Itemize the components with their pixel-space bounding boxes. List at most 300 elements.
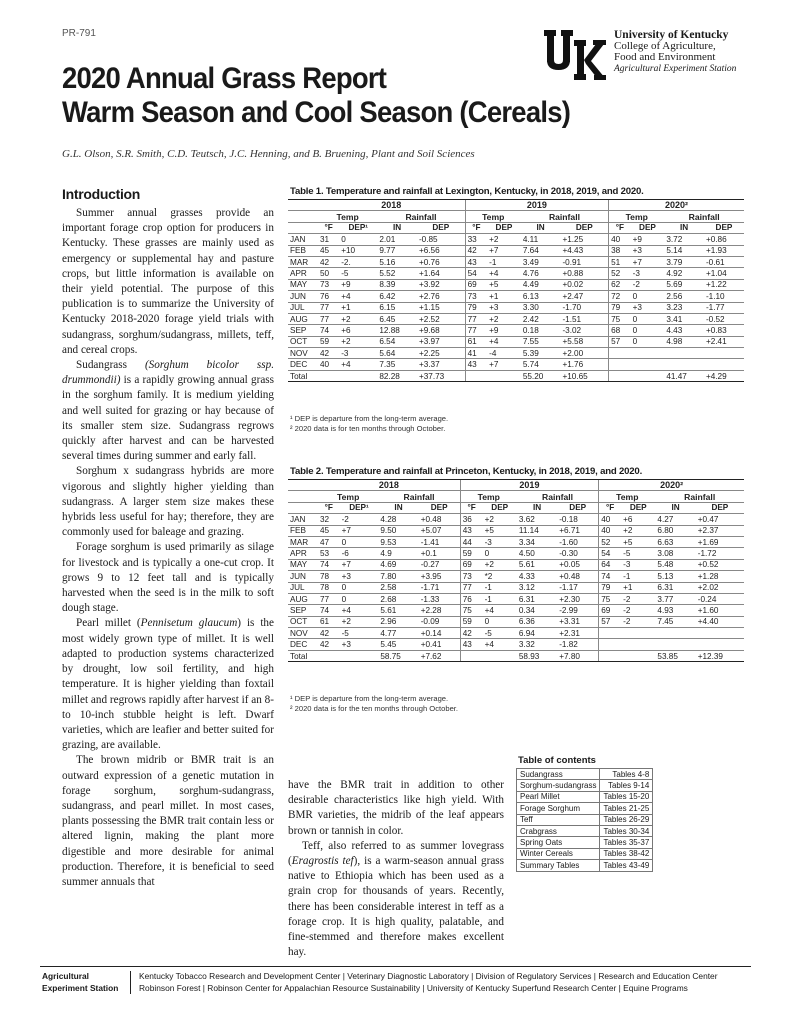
table-cell bbox=[609, 370, 631, 381]
table-cell: 79 bbox=[465, 302, 487, 313]
table-cell bbox=[621, 639, 655, 650]
table-cell: 0 bbox=[631, 313, 665, 324]
table-cell: +5 bbox=[483, 525, 517, 536]
table1-lexington-weather: 2018 2019 2020² Temp Rainfall Temp Rainfall Temp Rainfall °F DEP¹ IN DEP °F DEP IN DEP °F DEP IN DEP JAN 31 0 2.01 -0.85 33 +2 4.11 +1.25 40 +9 3.72 +0.86 FEB 45 +10 9.77 +6.56 42 +7 7.64 +4.43 38 +3 5.14 +1.93 MAR 42 -2. 5.16 +0.76 43 -1 3.49 -0.91 51 +7 3.79 -0.61 APR 50 -5 5.52 +1.64 54 +4 4.76 +0.88 52 -3 4.92 +1.04 MAY 73 +9 8.39 +3.92 69 +5 4.49 +0.02 62 -2 5.69 +1.22 JUN 76 +4 6.42 +2.76 73 +1 6.13 +2.47 72 0 2.56 -1.10 JUL 77 +1 6.15 +1.15 79 +3 3.30 -1.70 79 +3 3.23 -1.77 AUG 77 +2 6.45 +2.52 77 +2 2.42 -1.51 75 0 3.41 -0.52 SEP 74 +6 12.88 +9.68 77 +9 0.18 -3.02 68 0 4.43 +0.83 OCT 59 +2 6.54 +3.97 61 +4 7.55 +5.58 57 0 4.98 +2.41 NOV 42 -3 5.64 +2.25 41 -4 5.39 +2.00 DEC 40 +4 7.35 +3.37 43 +7 5.74 +1.76 Total 82.28 +37.73 55.20 +10.65 41.47 +4.29 bbox=[288, 199, 744, 382]
table-row bbox=[288, 559, 744, 570]
table-cell: 5.48 bbox=[655, 559, 695, 570]
table-cell: 52 bbox=[609, 268, 631, 279]
table-cell: 77 bbox=[460, 582, 482, 593]
table-cell: 3.12 bbox=[517, 582, 557, 593]
table-cell: 69 bbox=[465, 279, 487, 290]
table-cell: 64 bbox=[599, 559, 621, 570]
table-cell: 41.47 bbox=[664, 370, 704, 381]
row-label: FEB bbox=[288, 245, 318, 256]
toc-topic: Sorghum-sudangrass bbox=[517, 780, 600, 791]
table-cell: -1 bbox=[483, 593, 517, 604]
table-cell: 79 bbox=[609, 302, 631, 313]
table-cell: +2.28 bbox=[419, 605, 461, 616]
table-cell: 3.34 bbox=[517, 536, 557, 547]
table-cell: -0.18 bbox=[557, 514, 599, 525]
toc-topic: Winter Cereals bbox=[517, 848, 600, 859]
table-cell: 5.39 bbox=[521, 348, 561, 359]
table-cell: 54 bbox=[465, 268, 487, 279]
table-cell: -1.72 bbox=[696, 548, 744, 559]
toc-topic: Crabgrass bbox=[517, 825, 600, 836]
table-cell: +3 bbox=[340, 639, 379, 650]
table-cell: -3 bbox=[631, 268, 665, 279]
table-cell: +7.62 bbox=[419, 650, 461, 661]
table-cell: +7 bbox=[631, 256, 665, 267]
table-cell: -1.71 bbox=[419, 582, 461, 593]
table-row bbox=[288, 525, 744, 536]
table-cell: 5.69 bbox=[664, 279, 704, 290]
table-cell bbox=[704, 348, 744, 359]
title-line-2: Warm Season and Cool Season (Cereals) bbox=[62, 96, 571, 129]
table-cell: 59 bbox=[460, 616, 482, 627]
table-cell: 79 bbox=[599, 582, 621, 593]
table-cell: 32 bbox=[318, 514, 340, 525]
toc-tables-ref: Tables 15-20 bbox=[600, 791, 653, 802]
table-row bbox=[288, 593, 744, 604]
table-cell: 6.36 bbox=[517, 616, 557, 627]
table-cell: 4.98 bbox=[664, 336, 704, 347]
table-cell: +1.25 bbox=[560, 234, 608, 245]
table-cell bbox=[621, 628, 655, 639]
table-cell: 6.15 bbox=[377, 302, 417, 313]
table-cell: +3 bbox=[340, 571, 379, 582]
table-cell: 0 bbox=[483, 616, 517, 627]
table-cell: 0.34 bbox=[517, 605, 557, 616]
table-cell: 42 bbox=[318, 256, 339, 267]
table-cell: 5.45 bbox=[378, 639, 418, 650]
table-cell: 77 bbox=[465, 325, 487, 336]
table-row bbox=[288, 313, 744, 324]
table-cell bbox=[631, 359, 665, 370]
table-cell: +2.31 bbox=[557, 628, 599, 639]
table-cell: 58.93 bbox=[517, 650, 557, 661]
table-row bbox=[288, 359, 744, 370]
table-cell: 43 bbox=[465, 359, 487, 370]
table-cell: +3.31 bbox=[557, 616, 599, 627]
table-cell: -2 bbox=[631, 279, 665, 290]
row-label: FEB bbox=[288, 525, 318, 536]
table-cell bbox=[609, 359, 631, 370]
toc-topic: Sudangrass bbox=[517, 769, 600, 780]
table-cell: 4.50 bbox=[517, 548, 557, 559]
table-cell: +0.83 bbox=[704, 325, 744, 336]
table-cell: -1.51 bbox=[560, 313, 608, 324]
table-cell: 53.85 bbox=[655, 650, 695, 661]
table-cell: +2 bbox=[339, 336, 377, 347]
table-cell: 51 bbox=[609, 256, 631, 267]
table-row bbox=[288, 268, 744, 279]
table-cell: +0.41 bbox=[419, 639, 461, 650]
year-header: 2020² bbox=[609, 200, 744, 211]
table-cell: +4.43 bbox=[560, 245, 608, 256]
table-cell: 47 bbox=[318, 536, 340, 547]
table-cell: 52 bbox=[599, 536, 621, 547]
publication-code: PR-791 bbox=[62, 28, 96, 39]
table-cell: -6 bbox=[340, 548, 379, 559]
row-label: APR bbox=[288, 548, 318, 559]
toc-row bbox=[517, 814, 653, 825]
table-cell: 4.11 bbox=[521, 234, 561, 245]
table-cell: +0.86 bbox=[704, 234, 744, 245]
toc-tables-ref: Tables 4-8 bbox=[600, 769, 653, 780]
table-cell: +1 bbox=[621, 582, 655, 593]
table-cell: 44 bbox=[460, 536, 482, 547]
table-cell: -1.33 bbox=[419, 593, 461, 604]
table2-caption: Table 2. Temperature and rainfall at Princeton, Kentucky, in 2018, 2019, and 2020. bbox=[290, 466, 643, 477]
table-cell bbox=[599, 628, 621, 639]
table-cell: +4 bbox=[483, 639, 517, 650]
footer-unit-name: Agricultural Experiment Station bbox=[42, 971, 119, 993]
row-label: JUL bbox=[288, 302, 318, 313]
table-cell: +9 bbox=[631, 234, 665, 245]
table-cell: 74 bbox=[318, 325, 339, 336]
table-cell: 9.77 bbox=[377, 245, 417, 256]
toc-topic: Summary Tables bbox=[517, 860, 600, 871]
table-cell: +1 bbox=[339, 302, 377, 313]
row-label: AUG bbox=[288, 593, 318, 604]
toc-row bbox=[517, 825, 653, 836]
table-cell: 6.63 bbox=[655, 536, 695, 547]
table-cell: 77 bbox=[318, 593, 340, 604]
toc-row bbox=[517, 791, 653, 802]
table-cell: 7.35 bbox=[377, 359, 417, 370]
table-cell: 33 bbox=[465, 234, 487, 245]
table-cell: +6 bbox=[339, 325, 377, 336]
table-cell: -1.41 bbox=[419, 536, 461, 547]
table-cell: 40 bbox=[318, 359, 339, 370]
table-cell: +1.76 bbox=[560, 359, 608, 370]
table-cell: 6.94 bbox=[517, 628, 557, 639]
table-cell: 73 bbox=[460, 571, 482, 582]
station-name: Agricultural Experiment Station bbox=[614, 64, 737, 74]
table-cell: +2.00 bbox=[560, 348, 608, 359]
table-cell: 43 bbox=[460, 639, 482, 650]
table-cell: 5.61 bbox=[517, 559, 557, 570]
paragraph: Sudangrass (Sorghum bicolor ssp. drummondii) is a rapidly growing annual grass in the sorghum family. It is medium yielding and well suited for grazing or hay because of its smaller stem size. Sudangrass regrows quickly after harvest and can be harvested several times during summer and early fall. bbox=[62, 359, 274, 463]
table-cell: -5 bbox=[340, 628, 379, 639]
toc-tables-ref: Tables 35-37 bbox=[600, 837, 653, 848]
toc-row bbox=[517, 769, 653, 780]
paragraph: have the BMR trait in addition to other desirable characteristics like high yield. With BMR varieties, the midrib of the leaf appears brown or tannish in color. bbox=[288, 779, 504, 837]
toc-tables-ref: Tables 43-49 bbox=[600, 860, 653, 871]
table-cell: 2.96 bbox=[378, 616, 418, 627]
table-cell: +3.97 bbox=[417, 336, 465, 347]
table-cell: 3.49 bbox=[521, 256, 561, 267]
table-cell: 3.62 bbox=[517, 514, 557, 525]
row-label: DEC bbox=[288, 639, 318, 650]
table-cell: +4 bbox=[483, 605, 517, 616]
table-cell: 62 bbox=[609, 279, 631, 290]
middle-column-text bbox=[288, 778, 504, 960]
table-cell: +2.30 bbox=[557, 593, 599, 604]
table-cell: +0.1 bbox=[419, 548, 461, 559]
table-cell: 69 bbox=[599, 605, 621, 616]
table-cell: +37.73 bbox=[417, 370, 465, 381]
table-cell: -0.30 bbox=[557, 548, 599, 559]
table-row bbox=[288, 348, 744, 359]
table-row bbox=[288, 256, 744, 267]
table-cell: 9.50 bbox=[378, 525, 418, 536]
table-cell: +4 bbox=[487, 268, 521, 279]
table-cell: 69 bbox=[460, 559, 482, 570]
table-cell: 2.68 bbox=[378, 593, 418, 604]
row-label: JAN bbox=[288, 234, 318, 245]
table-total-row bbox=[288, 370, 744, 381]
table-row bbox=[288, 639, 744, 650]
table-cell: +4.40 bbox=[696, 616, 744, 627]
table-cell: 6.45 bbox=[377, 313, 417, 324]
table-row bbox=[288, 616, 744, 627]
table-cell: +6.56 bbox=[417, 245, 465, 256]
table-cell: 6.31 bbox=[517, 593, 557, 604]
row-label: Total bbox=[288, 650, 318, 661]
table-cell: 75 bbox=[599, 593, 621, 604]
paragraph: Summer annual grasses provide an important forage crop option for producers in Kentucky. These grasses are mainly used as emergency or supplemental hay and pasture crops, but little information is available on their yield potential. The purpose of this publication is to summarize the University of Kentucky 2018-2020 forage yield trials with sudangrass, sorghum/sudangrass, millets, teff, and cereal crops. bbox=[62, 207, 274, 356]
table-cell: 77 bbox=[465, 313, 487, 324]
table-cell: 6.31 bbox=[655, 582, 695, 593]
table-cell: +10 bbox=[339, 245, 377, 256]
paragraph: The brown midrib or BMR trait is an outward expression of a genetic mutation in forage sorghum, sorghum-sudangrass, sudangrass, and pearl millet. In most cases, plants possessing the BMR trait contain less or altered lignin, making the plant more digestible and more desirable for animal production. Therefore, it is beneficial to seed summer annuals that bbox=[62, 754, 274, 888]
table-cell: +5 bbox=[487, 279, 521, 290]
table-cell: 2.56 bbox=[664, 291, 704, 302]
table-cell: +0.48 bbox=[419, 514, 461, 525]
toc-topic: Teff bbox=[517, 814, 600, 825]
table-cell: +2.76 bbox=[417, 291, 465, 302]
table-cell: +9 bbox=[487, 325, 521, 336]
table-cell: +0.14 bbox=[419, 628, 461, 639]
table-row bbox=[288, 336, 744, 347]
table-cell: 43 bbox=[460, 525, 482, 536]
table-cell: -0.27 bbox=[419, 559, 461, 570]
table-cell: -2 bbox=[621, 605, 655, 616]
row-label: JUN bbox=[288, 571, 318, 582]
table-cell: 4.76 bbox=[521, 268, 561, 279]
table-cell: 0 bbox=[340, 536, 379, 547]
table-cell: 40 bbox=[609, 234, 631, 245]
table-cell: 6.80 bbox=[655, 525, 695, 536]
paragraph: Teff, also referred to as summer lovegrass (Eragrostis tef), is a warm-season annual grass native to Ethiopia which has been used as a grain crop for thousands of years. Recently, there has been considerable interest in teff as a forage crop. It is high quality, palatable, and fine-stemmed and therefore makes excellent hay. bbox=[288, 839, 504, 959]
table-cell: 3.30 bbox=[521, 302, 561, 313]
toc-row bbox=[517, 803, 653, 814]
table-row bbox=[288, 234, 744, 245]
table-cell bbox=[696, 628, 744, 639]
toc-row bbox=[517, 848, 653, 859]
table-row bbox=[288, 325, 744, 336]
table-cell: +0.05 bbox=[557, 559, 599, 570]
table-cell: 58.75 bbox=[378, 650, 418, 661]
table-cell: +0.88 bbox=[560, 268, 608, 279]
row-label: OCT bbox=[288, 336, 318, 347]
table-cell: 4.69 bbox=[378, 559, 418, 570]
table-cell: -1.60 bbox=[557, 536, 599, 547]
table-cell bbox=[631, 370, 665, 381]
table-row bbox=[288, 582, 744, 593]
table-cell bbox=[704, 359, 744, 370]
table-cell: +5.58 bbox=[560, 336, 608, 347]
row-label: MAR bbox=[288, 536, 318, 547]
toc-topic: Forage Sorghum bbox=[517, 803, 600, 814]
table-cell: +1.28 bbox=[696, 571, 744, 582]
table-cell bbox=[664, 348, 704, 359]
table-cell bbox=[483, 650, 517, 661]
toc-topic: Pearl Millet bbox=[517, 791, 600, 802]
table-cell: 12.88 bbox=[377, 325, 417, 336]
table-cell: +7 bbox=[340, 559, 379, 570]
table-cell: -1 bbox=[483, 582, 517, 593]
table-cell: +6.71 bbox=[557, 525, 599, 536]
table-cell: -0.91 bbox=[560, 256, 608, 267]
table-cell: 42 bbox=[318, 348, 339, 359]
table-total-row bbox=[288, 650, 744, 661]
table-row bbox=[288, 571, 744, 582]
table-cell: 2.58 bbox=[378, 582, 418, 593]
title-line-1: 2020 Annual Grass Report bbox=[62, 62, 387, 95]
table-cell bbox=[599, 650, 621, 661]
table-cell: 0 bbox=[340, 593, 379, 604]
table-cell: +3.95 bbox=[419, 571, 461, 582]
table-cell bbox=[487, 370, 521, 381]
table-cell bbox=[609, 348, 631, 359]
table-cell: 42 bbox=[318, 639, 340, 650]
table-cell: +0.48 bbox=[557, 571, 599, 582]
table-cell: 38 bbox=[609, 245, 631, 256]
table-cell: +2.02 bbox=[696, 582, 744, 593]
row-label: AUG bbox=[288, 313, 318, 324]
table-cell: +7 bbox=[340, 525, 379, 536]
table-cell: 3.32 bbox=[517, 639, 557, 650]
row-label: APR bbox=[288, 268, 318, 279]
table-cell: 50 bbox=[318, 268, 339, 279]
table-cell: 77 bbox=[318, 302, 339, 313]
table-cell bbox=[465, 370, 487, 381]
table-cell: +4 bbox=[339, 291, 377, 302]
table-cell: 74 bbox=[318, 605, 340, 616]
table-cell: +4 bbox=[339, 359, 377, 370]
table-cell: 42 bbox=[318, 628, 340, 639]
table-cell: 5.14 bbox=[664, 245, 704, 256]
toc-tables-ref: Tables 38-42 bbox=[600, 848, 653, 859]
table-cell: 75 bbox=[460, 605, 482, 616]
section-heading-introduction: Introduction bbox=[62, 186, 141, 202]
table-cell: 40 bbox=[599, 525, 621, 536]
paragraph: Sorghum x sudangrass hybrids are more vigorous and slightly higher yielding than sudangrass. A larger stem size makes these hybrids less useful for hay; therefore, they are commonly used for baleage and grazing. bbox=[62, 465, 274, 539]
left-column-text bbox=[62, 206, 274, 890]
table-cell: -1.17 bbox=[557, 582, 599, 593]
table-cell: +3 bbox=[487, 302, 521, 313]
header-blank bbox=[288, 200, 318, 211]
table-cell: 4.49 bbox=[521, 279, 561, 290]
footer-programs: Kentucky Tobacco Research and Development Center | Veterinary Diagnostic Laboratory | Division of Regulatory Services | Research and Education Center Robinson Forest | Robinson Center for Appalachian Resource Sustainability | University of Kentucky Superfund Research Center | Equine Programs bbox=[130, 971, 718, 994]
table-cell: +4 bbox=[340, 605, 379, 616]
table-cell: 3.79 bbox=[664, 256, 704, 267]
table-cell: 74 bbox=[599, 571, 621, 582]
table-cell: +1.04 bbox=[704, 268, 744, 279]
table-cell: -2 bbox=[621, 616, 655, 627]
table-cell: +0.76 bbox=[417, 256, 465, 267]
toc-topic: Spring Oats bbox=[517, 837, 600, 848]
table-cell: -5 bbox=[621, 548, 655, 559]
table-cell: +1.93 bbox=[704, 245, 744, 256]
table-cell: 11.14 bbox=[517, 525, 557, 536]
table-cell: 40 bbox=[599, 514, 621, 525]
table-cell: 0 bbox=[631, 336, 665, 347]
table-cell: +1 bbox=[487, 291, 521, 302]
table-cell: +4 bbox=[487, 336, 521, 347]
table-cell: 57 bbox=[599, 616, 621, 627]
table-cell: 5.61 bbox=[378, 605, 418, 616]
table1-caption: Table 1. Temperature and rainfall at Lexington, Kentucky, in 2018, 2019, and 2020. bbox=[290, 186, 644, 197]
table-cell: +6 bbox=[621, 514, 655, 525]
university-name: University of Kentucky bbox=[614, 29, 729, 41]
table-cell: 8.39 bbox=[377, 279, 417, 290]
table-cell: -1.10 bbox=[704, 291, 744, 302]
table-cell: 4.93 bbox=[655, 605, 695, 616]
table-cell: 41 bbox=[465, 348, 487, 359]
paragraph: Forage sorghum is used primarily as silage for livestock and is typically a one-cut crop. It grows 9 to 12 feet tall and is typically harvested when the seed is in the milk to soft dough stage. bbox=[62, 541, 274, 615]
table-cell: 6.54 bbox=[377, 336, 417, 347]
table-cell: +9.68 bbox=[417, 325, 465, 336]
table-cell: 42 bbox=[465, 245, 487, 256]
table-cell: +1.69 bbox=[696, 536, 744, 547]
table-cell: -1.82 bbox=[557, 639, 599, 650]
table-cell: 57 bbox=[609, 336, 631, 347]
table-cell: 54 bbox=[599, 548, 621, 559]
table-cell: +3.92 bbox=[417, 279, 465, 290]
table-row bbox=[288, 302, 744, 313]
table-cell: 72 bbox=[609, 291, 631, 302]
table-cell: +2 bbox=[340, 616, 379, 627]
table-cell: 4.43 bbox=[664, 325, 704, 336]
table-cell: 7.55 bbox=[521, 336, 561, 347]
table-cell: +7.80 bbox=[557, 650, 599, 661]
table-row bbox=[288, 628, 744, 639]
table-cell: +1.22 bbox=[704, 279, 744, 290]
table-cell: +2.37 bbox=[696, 525, 744, 536]
table-cell: 5.52 bbox=[377, 268, 417, 279]
table-row bbox=[288, 548, 744, 559]
table-cell bbox=[339, 370, 377, 381]
table-cell: 82.28 bbox=[377, 370, 417, 381]
table-cell bbox=[340, 650, 379, 661]
table-cell: 4.77 bbox=[378, 628, 418, 639]
row-label: MAY bbox=[288, 559, 318, 570]
table-cell: 42 bbox=[460, 628, 482, 639]
table-cell: +0.47 bbox=[696, 514, 744, 525]
table-cell: 31 bbox=[318, 234, 339, 245]
table-cell: 2.42 bbox=[521, 313, 561, 324]
table-cell bbox=[318, 370, 339, 381]
table-cell: +7 bbox=[487, 359, 521, 370]
toc-row bbox=[517, 837, 653, 848]
row-label: OCT bbox=[288, 616, 318, 627]
table-cell: 77 bbox=[318, 313, 339, 324]
table-cell: 0 bbox=[631, 291, 665, 302]
table-cell: 78 bbox=[318, 582, 340, 593]
table-cell: -5 bbox=[483, 628, 517, 639]
table-cell bbox=[664, 359, 704, 370]
table-cell: +2 bbox=[621, 525, 655, 536]
table-cell: 0 bbox=[631, 325, 665, 336]
table-cell: +2.25 bbox=[417, 348, 465, 359]
college-name-line2: Food and Environment bbox=[614, 51, 716, 63]
table-cell: 5.64 bbox=[377, 348, 417, 359]
table-cell: 9.53 bbox=[378, 536, 418, 547]
table-row bbox=[288, 514, 744, 525]
